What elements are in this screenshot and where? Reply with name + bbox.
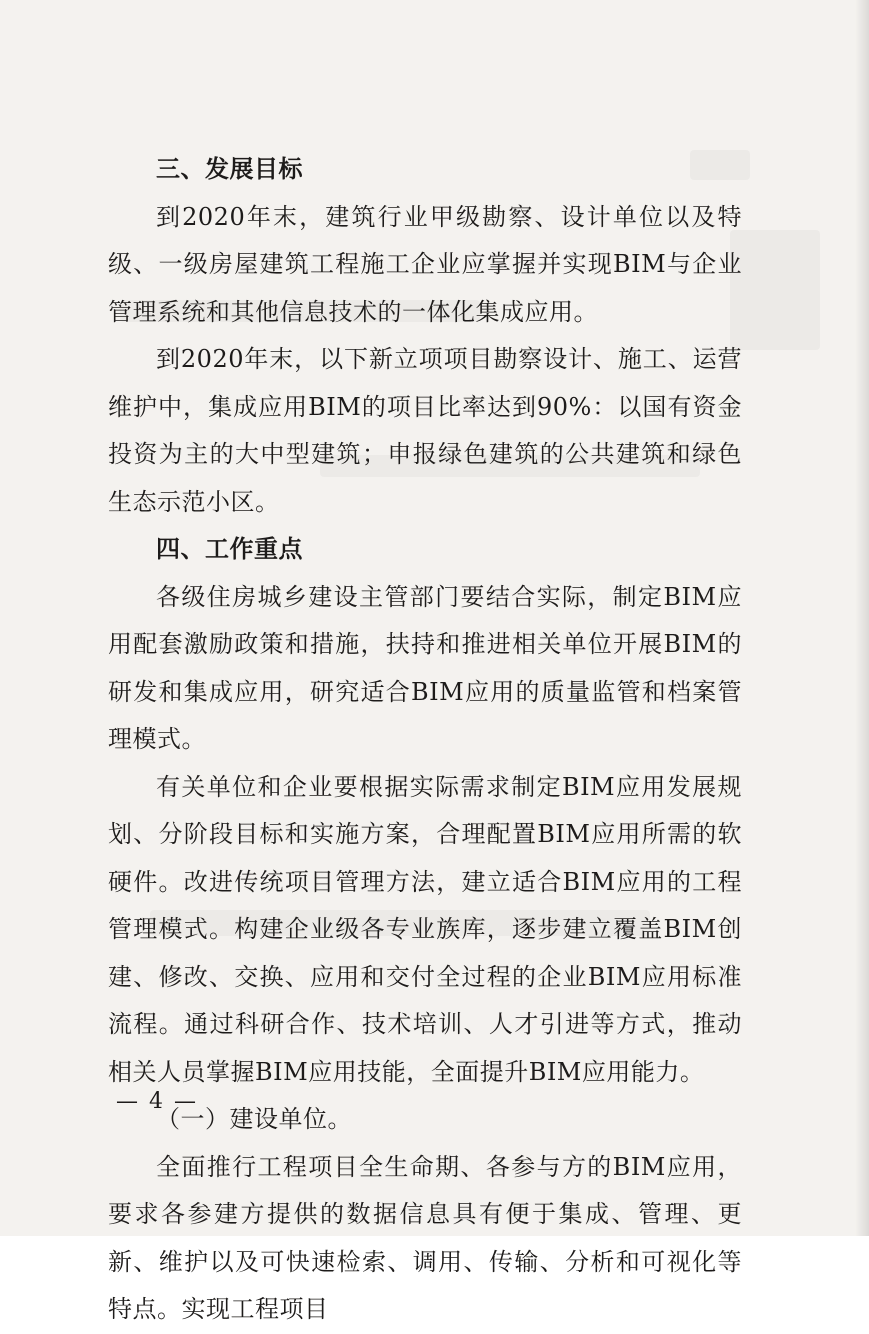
paragraph: 有关单位和企业要根据实际需求制定BIM应用发展规划、分阶段目标和实施方案，合理配置BIM应用所需的软硬件。改进传统项目管理方法，建立适合BIM应用的工程管理模式。构建企业级各专业族库，逐步建立覆盖BIM创建、修改、交换、应用和交付全过程的企业BIM应用标准流程。通过科研合作、技术培训、人才引进等方式，推动相关人员掌握BIM应用技能，全面提升BIM应用能力。 — [108, 772, 742, 1086]
page-edge-shadow — [855, 0, 869, 1236]
paragraph: 各级住房城乡建设主管部门要结合实际，制定BIM应用配套激励政策和措施，扶持和推进相关单位开展BIM的研发和集成应用，研究适合BIM应用的质量监管和档案管理模式。 — [108, 582, 742, 753]
bleed-through-mark — [730, 230, 820, 350]
subsection-heading-construction-unit: （一）建设单位。 — [156, 1105, 352, 1133]
section-heading-priorities: 四、工作重点 — [156, 535, 303, 563]
paragraph: 到2020年末，以下新立项项目勘察设计、施工、运营维护中，集成应用BIM的项目比率达到90%：以国有资金投资为主的大中型建筑；申报绿色建筑的公共建筑和绿色生态示范小区。 — [108, 345, 742, 516]
page-number: — 4 — — [116, 1089, 198, 1114]
section-heading-goals: 三、发展目标 — [156, 155, 303, 183]
document-body — [108, 146, 742, 1334]
paragraph: 全面推行工程项目全生命期、各参与方的BIM应用，要求各参建方提供的数据信息具有便于集成、管理、更新、维护以及可快速检索、调用、传输、分析和可视化等特点。实现工程项目 — [108, 1152, 742, 1323]
paragraph: 到2020年末，建筑行业甲级勘察、设计单位以及特级、一级房屋建筑工程施工企业应掌握并实现BIM与企业管理系统和其他信息技术的一体化集成应用。 — [108, 202, 742, 326]
